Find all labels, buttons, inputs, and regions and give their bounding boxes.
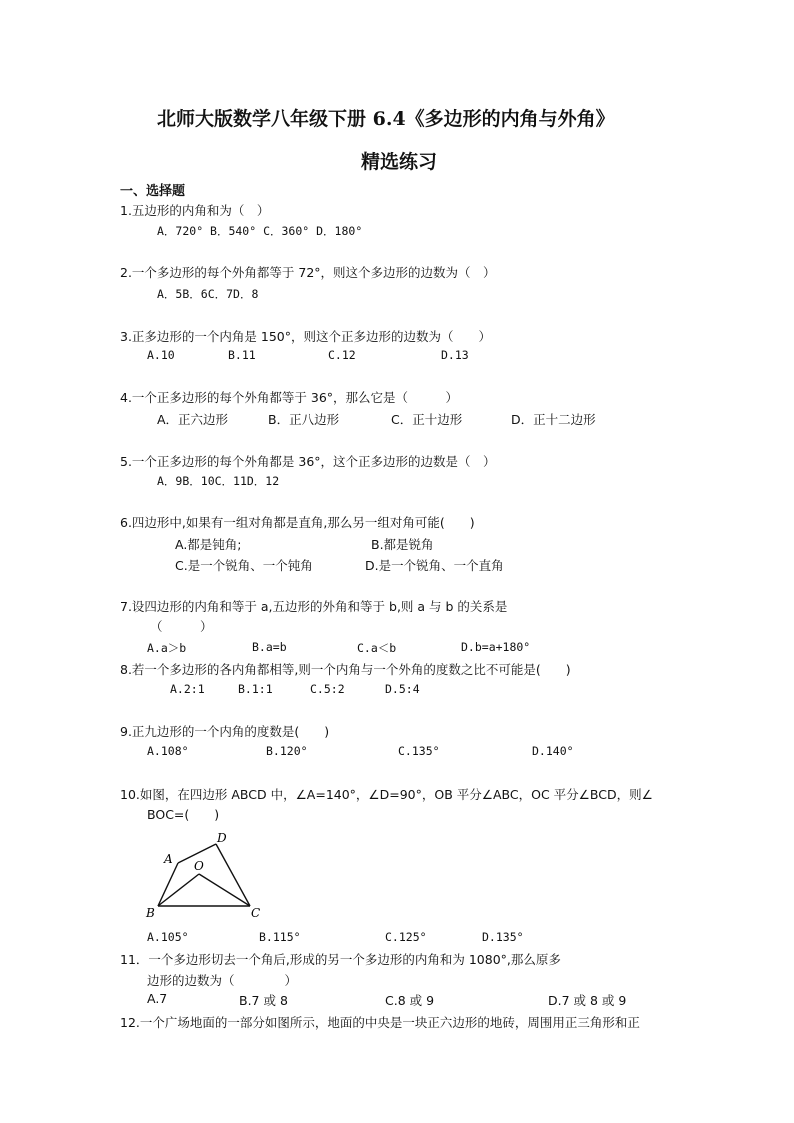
question-8-option-c: C.5:2 — [310, 682, 345, 696]
question-7-stem: 7.设四边形的内角和等于 a,五边形的外角和等于 b,则 a 与 b 的关系是 — [120, 599, 508, 614]
question-9-option-c: C.135° — [398, 744, 440, 758]
question-3-option-c: C.12 — [328, 348, 356, 362]
question-9-option-d: D.140° — [532, 744, 574, 758]
section-heading: 一、选择题 — [120, 184, 186, 199]
question-9-option-b: B.120° — [266, 744, 308, 758]
question-3-stem: 3.正多边形的一个内角是 150°，则这个正多边形的边数为（ ） — [120, 329, 492, 344]
segment-oc — [199, 874, 250, 906]
question-7-option-a: A.a＞b — [147, 641, 187, 655]
label-o: O — [194, 859, 204, 873]
question-8-option-a: A.2:1 — [170, 682, 205, 696]
question-6-stem: 6.四边形中,如果有一组对角都是直角,那么另一组对角可能( ) — [120, 515, 475, 530]
question-3-option-a: A.10 — [147, 348, 175, 362]
question-4-option-d: D．正十二边形 — [511, 412, 596, 427]
question-1-options: A．720° B．540° C．360° D．180° — [157, 224, 363, 238]
question-11-option-c: C.8 或 9 — [385, 993, 435, 1008]
question-6-option-a: A.都是钝角; — [175, 537, 242, 552]
question-10-option-a: A.105° — [147, 930, 189, 944]
question-8-option-b: B.1:1 — [238, 682, 273, 696]
question-12-stem: 12.一个广场地面的一部分如图所示，地面的中央是一块正六边形的地砖，周围用正三角形和正 — [120, 1015, 640, 1030]
label-c: C — [251, 906, 261, 920]
document-title-line1: 北师大版数学八年级下册 6.4《多边形的内角与外角》 — [157, 108, 615, 130]
question-3-option-b: B.11 — [228, 348, 256, 362]
question-5-stem: 5.一个正多边形的每个外角都是 36°，这个正多边形的边数是（ ） — [120, 454, 496, 469]
question-7-stem-continuation: （ ） — [150, 619, 213, 634]
question-1-stem: 1.五边形的内角和为（ ） — [120, 203, 270, 218]
question-4-option-a: A．正六边形 — [157, 412, 229, 427]
question-11-option-d: D.7 或 8 或 9 — [548, 993, 627, 1008]
question-9-stem: 9.正九边形的一个内角的度数是( ) — [120, 724, 330, 739]
edge-dc — [216, 844, 250, 906]
question-2-options: A．5B．6C．7D．8 — [157, 287, 259, 301]
question-5-options: A．9B．10C．11D．12 — [157, 474, 280, 488]
question-7-option-c: C.a＜b — [357, 641, 397, 655]
question-11-option-a: A.7 — [147, 991, 168, 1006]
question-4-option-c: C．正十边形 — [391, 412, 463, 427]
label-b: B — [146, 906, 155, 920]
question-7-option-b: B.a=b — [252, 640, 287, 654]
question-11-stem: 11．一个多边形切去一个角后,形成的另一个多边形的内角和为 1080°,那么原多 — [120, 952, 561, 967]
question-9-option-a: A.108° — [147, 744, 189, 758]
question-10-option-d: D.135° — [482, 930, 524, 944]
question-6-option-c: C.是一个锐角、一个钝角 — [175, 558, 313, 573]
question-11-option-b: B.7 或 8 — [239, 993, 288, 1008]
edge-ab — [158, 863, 178, 906]
label-d: D — [217, 831, 227, 845]
question-10-stem-continuation: BOC=( ) — [147, 807, 220, 822]
question-10-stem: 10.如图，在四边形 ABCD 中，∠A=140°，∠D=90°，OB 平分∠ABC，OC 平分∠BCD，则∠ — [120, 787, 653, 802]
question-11-stem-continuation: 边形的边数为（ ） — [147, 973, 298, 988]
question-8-stem: 8.若一个多边形的各内角都相等,则一个内角与一个外角的度数之比不可能是( ) — [120, 662, 571, 677]
question-6-option-d: D.是一个锐角、一个直角 — [365, 558, 504, 573]
question-4-stem: 4.一个正多边形的每个外角都等于 36°，那么它是（ ） — [120, 390, 459, 405]
question-2-stem: 2.一个多边形的每个外角都等于 72°，则这个多边形的边数为（ ） — [120, 265, 496, 280]
question-4-option-b: B．正八边形 — [268, 412, 340, 427]
question-3-option-d: D.13 — [441, 348, 469, 362]
quadrilateral-figure — [140, 826, 270, 922]
question-10-option-c: C.125° — [385, 930, 427, 944]
question-6-option-b: B.都是锐角 — [371, 537, 434, 552]
question-8-option-d: D.5:4 — [385, 682, 420, 696]
label-a: A — [164, 852, 173, 866]
document-title-line2: 精选练习 — [361, 151, 438, 173]
question-7-option-d: D.b=a+180° — [461, 640, 531, 654]
segment-ob — [158, 874, 199, 906]
question-10-option-b: B.115° — [259, 930, 301, 944]
